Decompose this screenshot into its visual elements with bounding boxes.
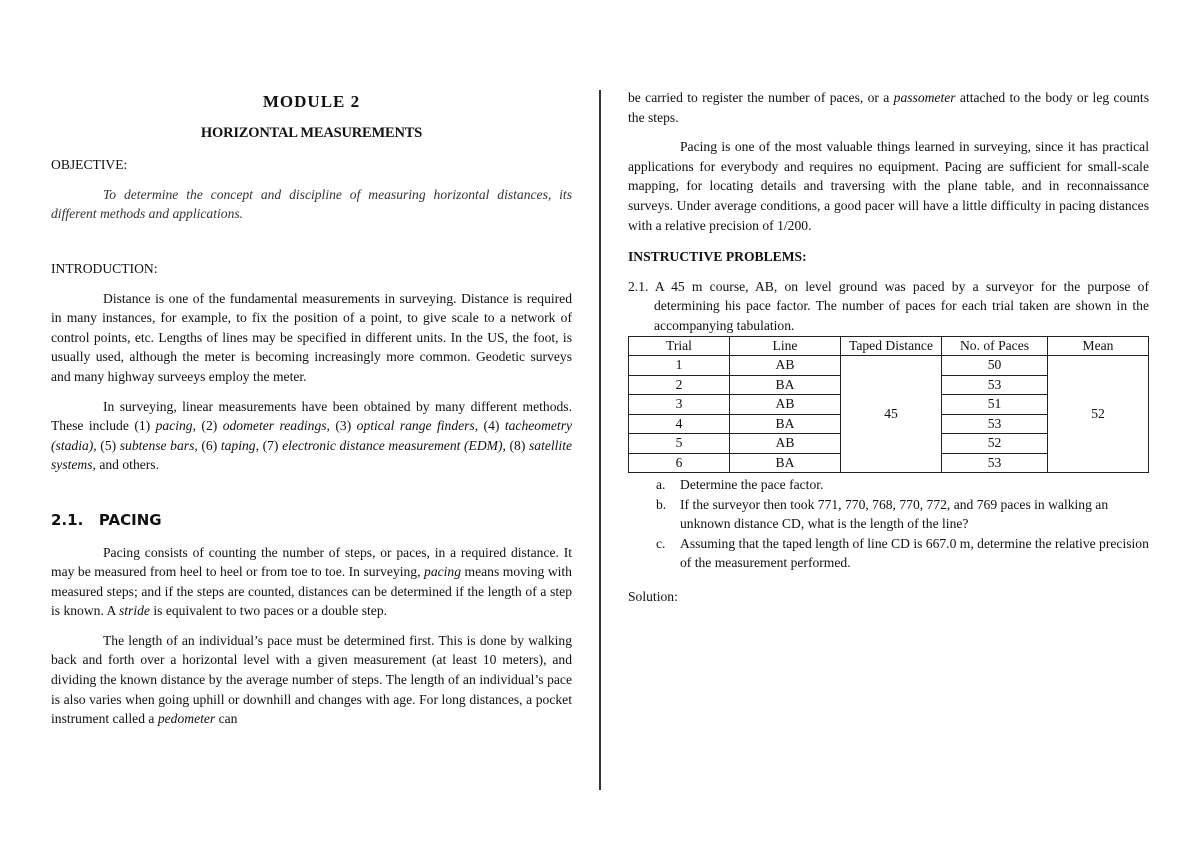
cell-paces: 53 — [942, 453, 1048, 473]
cell-mean: 52 — [1048, 356, 1149, 473]
header-mean: Mean — [1048, 336, 1149, 356]
question-text: Determine the pace factor. — [680, 477, 824, 493]
left-column — [51, 88, 572, 729]
solution-label: Solution: — [628, 589, 678, 604]
header-trial: Trial — [629, 336, 730, 356]
cell-line: AB — [730, 395, 841, 415]
cell-paces: 52 — [942, 434, 1048, 454]
term-optical-range-finders: optical range finders — [356, 418, 475, 434]
term-stride: stride — [118, 603, 150, 619]
header-no-of-paces: No. of Paces — [942, 336, 1048, 356]
instructive-problems-label: INSTRUCTIVE PROBLEMS: — [628, 249, 807, 265]
module-title: MODULE 2 — [262, 92, 361, 111]
list-item — [628, 475, 1149, 495]
term-tacheometry: tacheometry (stadia) — [51, 418, 573, 453]
module-subtitle: HORIZONTAL MEASUREMENTS — [200, 124, 423, 141]
cell-paces: 50 — [942, 356, 1048, 376]
term-pedometer: pedometer — [157, 711, 216, 727]
cell-trial: 1 — [629, 356, 730, 376]
pacing-paragraph-2: The length of an individual’s pace must be determined first. This is done by walking back and forth over a horizontal level with a given measurement (at least 10 meters), and dividing the known distance by the average number of steps. The length of an individual’s pace is also varies when going uphill or downhill and changes with age. For long distances, a pocket instrument called a pedometer can — [51, 632, 572, 727]
term-subtense-bars: subtense bars — [119, 437, 195, 453]
cell-trial: 4 — [629, 414, 730, 434]
question-marker: b. — [656, 496, 667, 512]
intro-paragraph-1: Distance is one of the fundamental measurements in surveying. Distance is required in many instances, for example, to fix the position of a point, to give scale to a network of control points, etc. Lengths of lines may be specified in different units. In the US, the foot, is usually used, although the meter is becoming increasingly more common. Geodetic surveys and many highway surveeys employ the meter. — [51, 290, 572, 384]
list-item — [628, 534, 1149, 573]
cell-line: AB — [730, 356, 841, 376]
cell-paces: 51 — [942, 395, 1048, 415]
objective-text: To determine the concept and discipline of measuring horizontal distances, its different methods and applications. — [51, 186, 572, 222]
term-pacing: pacing — [155, 418, 193, 434]
pacing-paragraph-3: Pacing is one of the most valuable things learned in surveying, since it has practical applications for everybody and requires no equipment. Pacing are sufficient for small-scale mapping, for locating details and traversing with the plane table, and in reconnaissance surveys. Under average conditions, a good pacer will have a little difficulty in pacing distances with a relative precision of 1/200. — [628, 139, 1149, 233]
question-text: Assuming that the taped length of line CD is 667.0 m, determine the relative precision of the measurement performed. — [680, 535, 1149, 571]
column-divider — [599, 90, 601, 790]
question-text: If the surveyor then took 771, 770, 768, 770, 772, and 769 paces in walking an unknown distance CD, what is the length of the line? — [680, 496, 1109, 532]
term-satellite-systems: satellite systems — [51, 437, 573, 473]
table-header-row — [629, 336, 1149, 356]
continued-paragraph: be carried to register the number of paces, or a passometer attached to the body or leg counts the steps. — [628, 90, 1149, 125]
cell-trial: 5 — [629, 434, 730, 454]
objective-label: OBJECTIVE: — [51, 157, 128, 173]
intro-paragraph-2: In surveying, linear measurements have been obtained by many different methods. These include (1) pacing, (2) odometer readings, (3) optical range finders, (4) tacheometry (stadia), (5) subtense bars, (6) taping, (7) electronic distance measurement (EDM), (8) satellite systems, and others. — [51, 398, 573, 473]
question-marker: c. — [656, 535, 666, 551]
table-row — [629, 356, 1149, 376]
list-item — [628, 495, 1149, 534]
cell-paces: 53 — [942, 375, 1048, 395]
term-edm: electronic distance measurement (EDM) — [282, 437, 503, 453]
term-passometer: passometer — [893, 90, 956, 105]
introduction-label: INTRODUCTION: — [51, 260, 158, 276]
section-heading-pacing: 2.1. PACING — [51, 510, 162, 529]
pacing-table — [628, 336, 1149, 474]
problem-2-1: 2.1. A 45 m course, AB, on level ground was paced by a surveyor for the purpose of determining his pace factor. The number of paces for each trial taken are shown in the accompanying tabulation. — [628, 278, 1149, 333]
header-line: Line — [730, 336, 841, 356]
cell-line: BA — [730, 453, 841, 473]
cell-trial: 3 — [629, 395, 730, 415]
pacing-paragraph-1: Pacing consists of counting the number of steps, or paces, in a required distance. It may be measured from heel to heel or from toe to toe. In surveying, pacing means moving with measured steps; and if the steps are counted, distances can be determined if the length of a step is known. A stride is equivalent to two paces or a double step. — [51, 544, 572, 619]
cell-line: BA — [730, 375, 841, 395]
question-marker: a. — [656, 477, 666, 493]
right-column — [628, 88, 1149, 607]
header-taped-distance: Taped Distance — [841, 336, 942, 356]
cell-line: AB — [730, 434, 841, 454]
term-odometer: odometer readings, — [222, 418, 330, 434]
cell-trial: 6 — [629, 453, 730, 473]
cell-line: BA — [730, 414, 841, 434]
cell-taped-distance: 45 — [841, 356, 942, 473]
term-pacing-2: pacing — [424, 564, 462, 580]
question-list — [628, 475, 1149, 573]
cell-trial: 2 — [629, 375, 730, 395]
cell-paces: 53 — [942, 414, 1048, 434]
term-taping: taping — [220, 437, 256, 453]
